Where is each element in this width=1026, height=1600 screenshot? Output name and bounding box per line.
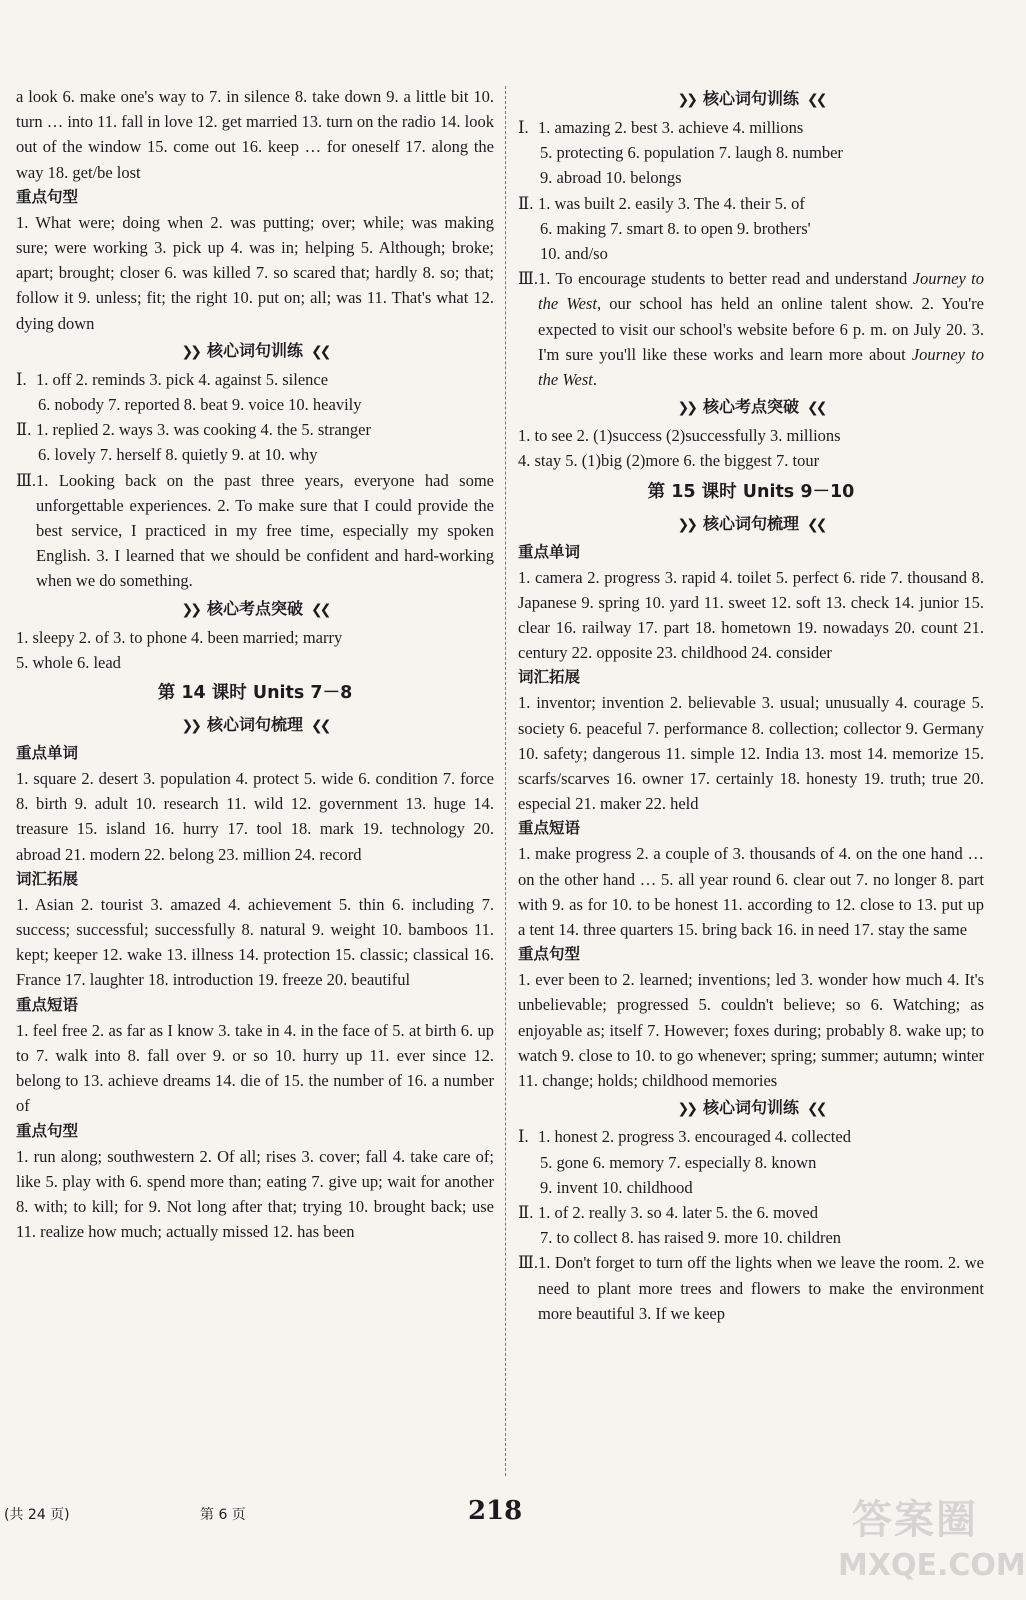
roman-numeral: Ⅲ. — [518, 269, 539, 289]
key-phrases-answers: 1. feel free 2. as far as I know 3. take in 4. in the face of 5. at birth 6. up to 7. walk into 8. fall over 9. or so 10. hurry up 11. ever since 12. belong to 13. achieve dreams 14. die of 15. the number of 16. a number of — [16, 1020, 494, 1116]
exercise-line: 1. was built 2. easily 3. The 4. their 5. of — [538, 193, 805, 213]
double-chevron-right-icon: ❯❯ — [677, 400, 695, 417]
exercise-line: 6. nobody 7. reported 8. beat 9. voice 10. heavily — [38, 395, 362, 415]
breakthrough-line: 5. whole 6. lead — [16, 652, 121, 672]
key-sentences-answers: 1. run along; southwestern 2. Of all; rises 3. cover; fall 4. take care of; like 5. play with 6. spend more than; eating 7. give up; wait for another 8. with; to kill; for 9. Not long after that; trying 10. brought back; use 11. realize how much; actually missed 12. has been — [16, 1146, 494, 1242]
roman-numeral: Ⅰ. — [16, 369, 27, 389]
key-phrases-heading: 重点短语 — [518, 819, 581, 838]
roman-numeral: Ⅰ. — [518, 118, 529, 137]
key-sentences-answers: 1. ever been to 2. learned; inventions; led 3. wonder how much 4. It's unbelievable; progressed 5. couldn't believe; so 6. Watching; as enjoyable as; itself 7. However; foxes during; probably 8. wake up; to watch 9. close to 10. to go whenever; spring; summer; autumn; winter 11. change; holds; childhood memories — [518, 970, 984, 1091]
breakthrough-line: 4. stay 5. (1)big (2)more 6. the biggest 7. tour — [518, 451, 820, 471]
vocab-answers: 1. inventor; invention 2. believable 3. usual; unusually 4. courage 5. society 6. peaceful 7. performance 8. collection; collector 9. Germany 10. safety; dangerous 11. simple 12. India 13. most 14. memorize 15. scarfs/scarves 16. owner 17. certainly 18. honesty 19. truth; true 20. especial 21. maker 22. held — [518, 693, 984, 814]
book-title: Journey to the West — [538, 344, 984, 390]
key-sentences-heading: 重点句型 — [518, 945, 581, 964]
key-phrases-heading: 重点短语 — [16, 995, 79, 1014]
exercise-II — [518, 1200, 984, 1250]
key-words-heading: 重点单词 — [518, 542, 581, 561]
exercise-I — [16, 367, 494, 417]
exercise-II — [518, 191, 984, 267]
exercise-line: 1. replied 2. ways 3. was cooking 4. the 5. stranger — [36, 420, 371, 440]
training-section-header: ❯❯ 核心词句训练 ❮❮ — [16, 337, 494, 366]
review-section-header: ❯❯ 核心词句梳理 ❮❮ — [16, 711, 494, 740]
double-chevron-right-icon: ❯❯ — [677, 516, 695, 533]
breakthrough-section-header: ❯❯ 核心考点突破 ❮❮ — [16, 595, 494, 624]
breakthrough-section-header: ❯❯ 核心考点突破 ❮❮ — [518, 393, 984, 422]
exercise-line: 1. honest 2. progress 3. encouraged 4. collected — [538, 1127, 851, 1147]
page-indicator: 第 6 页 — [200, 1507, 246, 1523]
training-section-header: ❯❯ 核心词句训练 ❮❮ — [518, 85, 984, 114]
double-chevron-left-icon: ❮❮ — [311, 343, 329, 360]
page-number: 218 — [468, 1496, 523, 1526]
key-words-answers: 1. camera 2. progress 3. rapid 4. toilet 5. perfect 6. ride 7. thousand 8. Japanese 9. spring 10. yard 11. sweet 12. soft 13. check 14. junior 15. clear 16. railway 17. part 18. hometown 19. nowadays 20. count 21. century 22. opposite 23. childhood 24. consider — [518, 567, 984, 663]
exercise-line: 7. to collect 8. has raised 9. more 10. children — [540, 1228, 842, 1248]
exercise-line: 5. gone 6. memory 7. especially 8. known — [540, 1152, 817, 1172]
exercise-line: 1. off 2. reminds 3. pick 4. against 5. silence — [36, 369, 329, 389]
vocab-heading: 词汇拓展 — [518, 668, 581, 687]
breakthrough-line: 1. to see 2. (1)success (2)successfully 3. millions — [518, 426, 841, 446]
key-sentences-heading: 重点句型 — [16, 1121, 79, 1140]
watermark-logo: 答案圈 MXQE.COM — [838, 1497, 1026, 1583]
double-chevron-right-icon: ❯❯ — [181, 718, 199, 735]
exercise-line: 9. abroad 10. belongs — [540, 168, 682, 188]
exercise-line: 6. lovely 7. herself 8. quietly 9. at 10. why — [38, 445, 318, 465]
double-chevron-left-icon: ❮❮ — [807, 92, 825, 108]
lesson-14-title: 第 14 课时 Units 7－8 — [157, 683, 353, 704]
breakthrough-line: 1. sleepy 2. of 3. to phone 4. been married; marry — [16, 627, 343, 647]
double-chevron-left-icon: ❮❮ — [807, 1101, 825, 1118]
vocab-heading: 词汇拓展 — [16, 869, 79, 888]
exercise-III — [16, 468, 494, 594]
exercise-III-text: 1. Don't forget to turn off the lights when we leave the room. 2. we need to plant more trees and flowers to make the environment more beautiful 3. If we keep — [538, 1253, 984, 1323]
training-section-header: ❯❯ 核心词句训练 ❮❮ — [518, 1094, 984, 1123]
key-words-heading: 重点单词 — [16, 744, 79, 763]
review-section-header: ❯❯ 核心词句梳理 ❮❮ — [518, 510, 984, 539]
left-column — [16, 84, 494, 1244]
double-chevron-left-icon: ❮❮ — [311, 718, 329, 735]
roman-numeral: Ⅱ. — [518, 1202, 534, 1222]
key-sentences-heading: 重点句型 — [16, 187, 79, 206]
roman-numeral: Ⅱ. — [518, 193, 534, 213]
double-chevron-left-icon: ❮❮ — [807, 516, 825, 533]
roman-numeral: Ⅲ. — [16, 470, 37, 490]
vocab-answers: 1. Asian 2. tourist 3. amazed 4. achievement 5. thin 6. including 7. success; successful; successfully 8. natural 9. weight 10. bamboos 11. kept; keeper 12. wake 13. illness 14. protection 15. classic; classical 16. France 17. laughter 18. introduction 19. freeze 20. beautiful — [16, 894, 494, 990]
double-chevron-right-icon: ❯❯ — [677, 92, 695, 108]
roman-numeral: Ⅲ. — [518, 1253, 539, 1273]
exercise-III — [518, 266, 984, 392]
double-chevron-right-icon: ❯❯ — [181, 601, 199, 618]
exercise-I — [518, 1124, 984, 1200]
total-pages: (共 24 页) — [4, 1507, 70, 1523]
key-phrases-answers: 1. make progress 2. a couple of 3. thousands of 4. on the one hand … on the other hand … 5. all year round 6. clear out 7. no longer 8. part with 9. as for 10. to be honest 11. according to 12. close to 13. put up a tent 14. three quarters 15. bring back 16. in need 17. stay the same — [518, 844, 984, 940]
lesson-15-title: 第 15 课时 Units 9－10 — [647, 481, 855, 502]
exercise-line: 1. of 2. really 3. so 4. later 5. the 6. moved — [538, 1202, 818, 1222]
column-divider — [505, 86, 506, 1476]
exercise-III — [518, 1250, 984, 1326]
roman-numeral: Ⅱ. — [16, 420, 32, 440]
exercise-III-text: 1. To encourage students to better read and understand Journey to the West, our school has held an online talent show. 2. You're expected to visit our school's website before 6 p. m. on July 20. 3. I'm sure you'll like these works and learn more about Journey to the West. — [538, 269, 985, 390]
right-column — [518, 84, 984, 1326]
roman-numeral: Ⅰ. — [518, 1127, 529, 1147]
exercise-I — [518, 115, 984, 191]
double-chevron-left-icon: ❮❮ — [311, 601, 329, 618]
double-chevron-right-icon: ❯❯ — [677, 1101, 695, 1118]
exercise-line: 5. protecting 6. population 7. laugh 8. number — [540, 143, 843, 163]
double-chevron-left-icon: ❮❮ — [807, 400, 825, 417]
book-title: Journey to the West — [538, 269, 984, 314]
exercise-line: 1. amazing 2. best 3. achieve 4. millions — [538, 118, 804, 137]
phrase-answers-cont: a look 6. make one's way to 7. in silence 8. take down 9. a little bit 10. turn … into 11. fall in love 12. get married 13. turn on the radio 14. look out of the window 15. come out 16. keep … for oneself 17. along the way 18. get/be lost — [16, 87, 494, 182]
exercise-III-text: 1. Looking back on the past three years, everyone had some unforgettable experiences. 2. To make sure that I could provide the best service, I practiced in my free time, especially my spoken English. 3. I learned that we should be confident and hard-working when we do something. — [36, 470, 494, 591]
double-chevron-right-icon: ❯❯ — [181, 343, 199, 360]
exercise-line: 9. invent 10. childhood — [540, 1177, 693, 1197]
exercise-line: 6. making 7. smart 8. to open 9. brothers' — [540, 218, 811, 238]
exercise-line: 10. and/so — [540, 244, 608, 264]
key-sentences-answers: 1. What were; doing when 2. was putting; over; while; was making sure; were working 3. pick up 4. was in; helping 5. Although; broke; apart; brought; closer 6. was killed 7. so scared that; hardly 8. so; that; follow it 9. unless; fit; the right 10. put on; all; was 11. That's what 12. dying down — [16, 212, 494, 333]
key-words-answers: 1. square 2. desert 3. population 4. protect 5. wide 6. condition 7. force 8. birth 9. adult 10. research 11. wild 12. government 13. huge 14. treasure 15. island 16. hurry 17. tool 18. mark 19. technology 20. abroad 21. modern 22. belong 23. million 24. record — [16, 769, 494, 864]
exercise-II — [16, 417, 494, 467]
